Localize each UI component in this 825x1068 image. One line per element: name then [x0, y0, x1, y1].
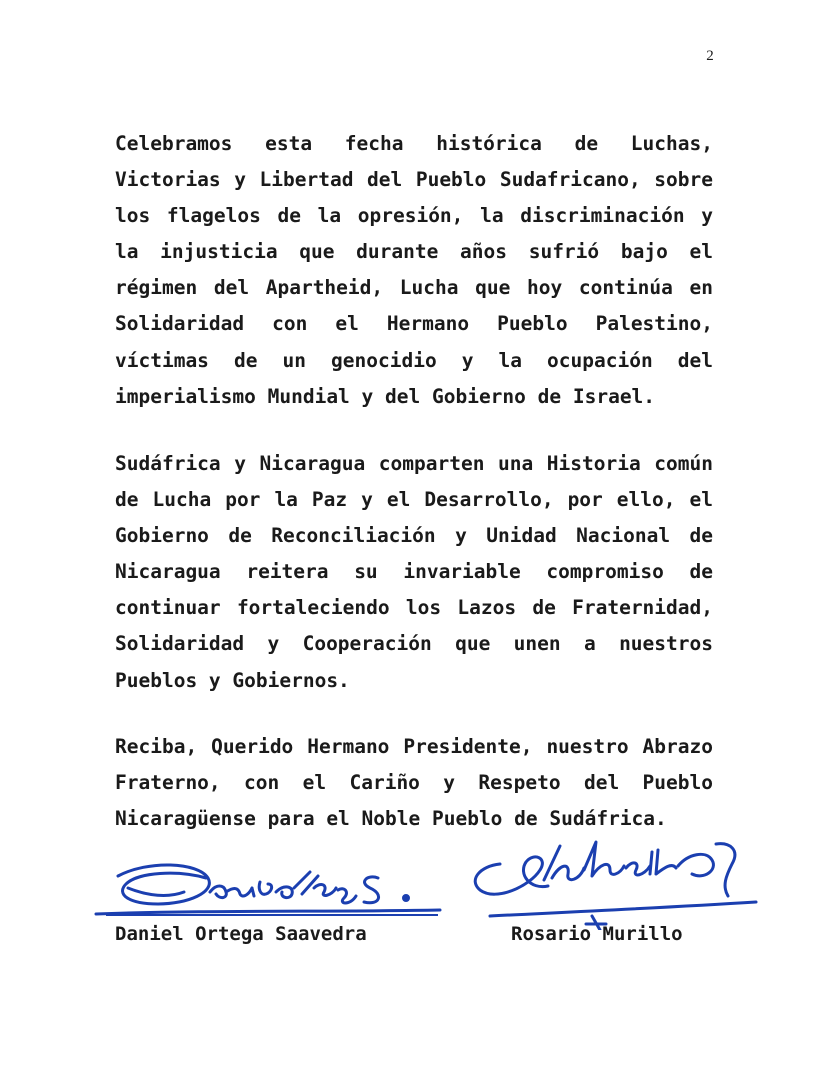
signer-name-ortega: Daniel Ortega Saavedra [115, 923, 367, 945]
signature-line [106, 914, 438, 916]
paragraph-shared-history: Sudáfrica y Nicaragua comparten una Historia común de Lucha por la Paz y el Desarrollo, por ello, el Gobierno de Reconciliación y Unidad Nacional de Nicaragua reitera su invariable compromiso de continuar fortaleciendo los Lazos de Fraternidad, Solidaridad y Cooperación que unen a nuestros Pueblos y Gobiernos. [115, 452, 713, 692]
paragraph-celebration: Celebramos esta fecha histórica de Luchas, Victorias y Libertad del Pueblo Sudafricano, sobre los flagelos de la opresión, la discriminación y la injusticia que durante años sufrió bajo el régimen del Apartheid, Lucha que hoy continúa en Solidaridad con el Hermano Pueblo Palestino, víctimas de un genocidio y la ocupación del imperialismo Mundial y del Gobierno de Israel. [115, 132, 713, 408]
signature-ortega [88, 848, 448, 928]
page-number: 2 [706, 48, 714, 64]
signature-murillo [460, 820, 760, 930]
paragraph-closing-greeting: Reciba, Querido Hermano Presidente, nuestro Abrazo Fraterno, con el Cariño y Respeto del Pueblo Nicaragüense para el Noble Pueblo de Sudáfrica. [115, 735, 713, 831]
signer-name-murillo: Rosario Murillo [511, 923, 683, 945]
